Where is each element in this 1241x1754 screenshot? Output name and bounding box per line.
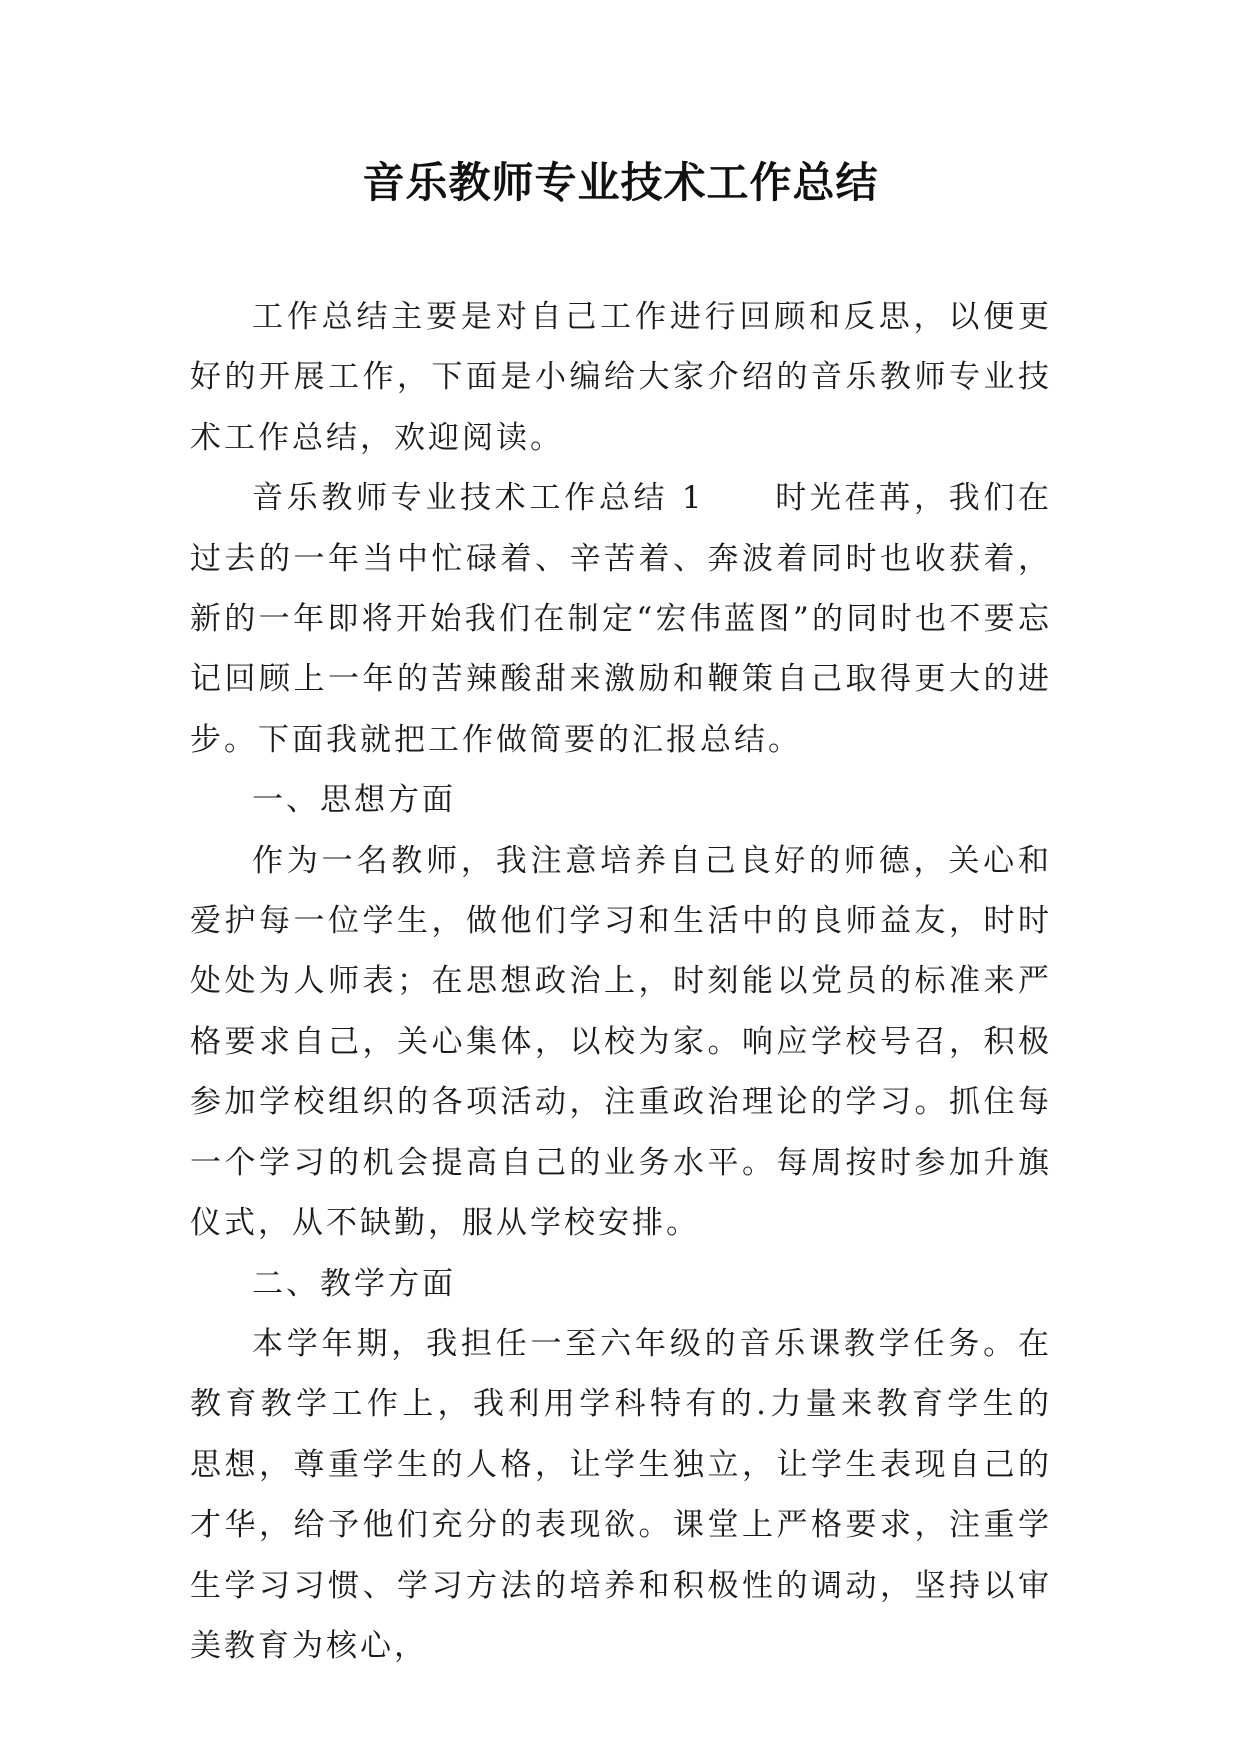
section-1-opening-text: 时光荏苒，我们在过去的一年当中忙碌着、辛苦着、奔波着同时也收获着，新的一年即将开始我们在制定“宏伟蓝图”的同时也不要忘记回顾上一年的苦辣酸甜来激励和鞭策自己取得更大的进步。下面我就把工作做简要的汇报总结。 xyxy=(190,480,1053,758)
intro-paragraph: 工作总结主要是对自己工作进行回顾和反思，以便更好的开展工作，下面是小编给大家介绍的音乐教师专业技术工作总结，欢迎阅读。 xyxy=(190,299,1052,456)
section-1-paragraph xyxy=(190,468,1052,770)
thought-paragraph: 作为一名教师，我注意培养自己良好的师德，关心和爱护每一位学生，做他们学习和生活中的良师益友，时时处处为人师表；在思想政治上，时刻能以党员的标准来严格要求自己，关心集体，以校为家。响应学校号召，积极参加学校组织的各项活动，注重政治理论的学习。抓住每一个学习的机会提高自己的业务水平。每周按时参加升旗仪式，从不缺勤，服从学校安排。 xyxy=(190,842,1052,1242)
document-title: 音乐教师专业技术工作总结 xyxy=(362,158,879,207)
heading-teaching: 二、教学方面 xyxy=(252,1265,456,1302)
document-body xyxy=(190,287,1052,1676)
section-heading-1: 音乐教师专业技术工作总结 1 xyxy=(252,480,705,517)
teaching-paragraph: 本学年期，我担任一至六年级的音乐课教学任务。在教育教学工作上，我利用学科特有的.力量来教育学生的思想，尊重学生的人格，让学生独立，让学生表现自己的才华，给予他们充分的表现欲。课堂上严格要求，注重学生学习习惯、学习方法的培养和积极性的调动，坚持以审美教育为核心， xyxy=(190,1325,1052,1664)
heading-thought: 一、思想方面 xyxy=(252,782,456,819)
